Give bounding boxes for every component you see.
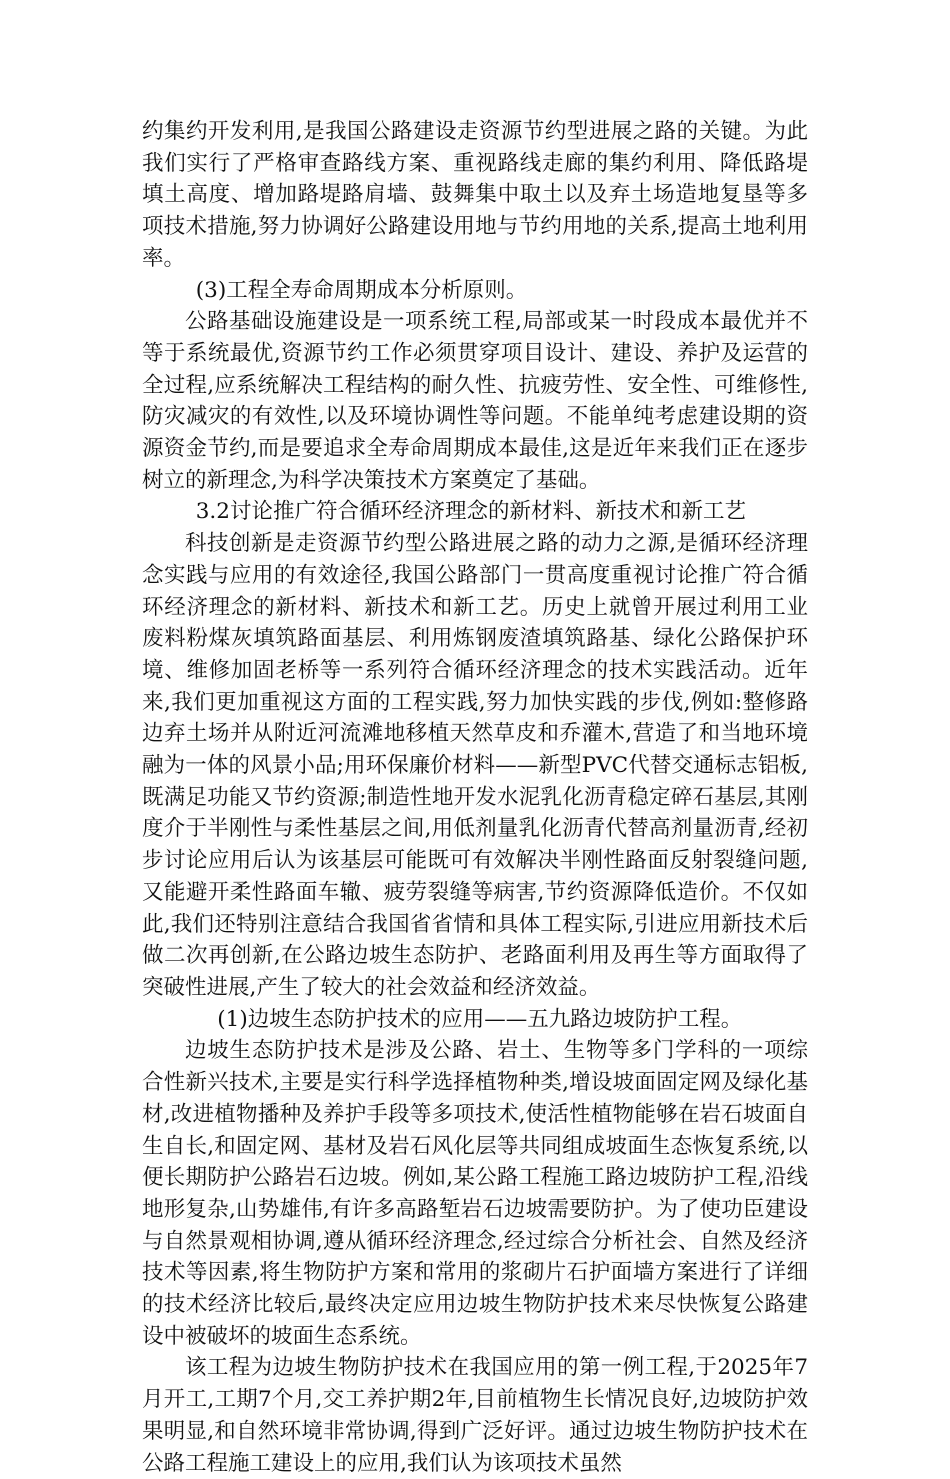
heading-section-3-2: 3.2讨论推广符合循环经济理念的新材料、新技术和新工艺 <box>195 499 746 525</box>
paragraph-land-use: 约集约开发利用,是我国公路建设走资源节约型进展之路的关键。为此我们实行了严格审查路线方案、重视路线走廊的集约利用、降低路堤填土高度、增加路堤路肩墙、鼓舞集中取土以及弃土场造地复垦等多项技术措施,努力协调好公路建设用地与节约用地的关系,提高土地利用率。 <box>142 119 808 271</box>
paragraph-lifecycle-cost: 公路基础设施建设是一项系统工程,局部或某一时段成本最优并不等于系统最优,资源节约工作必须贯穿项目设计、建设、养护及运营的全过程,应系统解决工程结构的耐久性、抗疲劳性、安全性、可维修性,防灾减灾的有效性,以及环境协调性等问题。不能单纯考虑建设期的资源资金节约,而是要追求全寿命周期成本最佳,这是近年来我们正在逐步树立的新理念,为科学决策技术方案奠定了基础。 <box>142 309 808 493</box>
heading-slope-protection: (1)边坡生态防护技术的应用——五九路边坡防护工程。 <box>217 1006 743 1032</box>
paragraph-first-project: 该工程为边坡生物防护技术在我国应用的第一例工程,于2025年7月开工,工期7个月,交工养护期2年,目前植物生长情况良好,边坡防护效果明显,和自然环境非常协调,得到广泛好评。通过边坡生物防护技术在公路工程施工建设上的应用,我们认为该项技术虽然 <box>142 1355 808 1476</box>
paragraph-slope-protection-tech: 边坡生态防护技术是涉及公路、岩土、生物等多门学科的一项综合性新兴技术,主要是实行科学选择植物种类,增设坡面固定网及绿化基材,改进植物播种及养护手段等多项技术,使活性植物能够在岩石坡面自生自长,和固定网、基材及岩石风化层等共同组成坡面生态恢复系统,以便长期防护公路岩石边坡。例如,某公路工程施工路边坡防护工程,沿线地形复杂,山势雄伟,有许多高路堑岩石边坡需要防护。为了使功臣建设与自然景观相协调,遵从循环经济理念,经过综合分析社会、自然及经济技术等因素,将生物防护方案和常用的浆砌片石护面墙方案进行了详细的技术经济比较后,最终决定应用边坡生物防护技术来尽快恢复公路建设中被破坏的坡面生态系统。 <box>142 1038 808 1349</box>
paragraph-tech-innovation: 科技创新是走资源节约型公路进展之路的动力之源,是循环经济理念实践与应用的有效途径,我国公路部门一贯高度重视讨论推广符合循环经济理念的新材料、新技术和新工艺。历史上就曾开展过利用工业废料粉煤灰填筑路面基层、利用炼钢废渣填筑路基、绿化公路保护环境、维修加固老桥等一系列符合循环经济理念的技术实践活动。近年来,我们更加重视这方面的工程实践,努力加快实践的步伐,例如:整修路边弃土场并从附近河流滩地移植天然草皮和乔灌木,营造了和当地环境融为一体的风景小品;用环保廉价材料——新型PVC代替交通标志铝板,既满足功能又节约资源;制造性地开发水泥乳化沥青稳定碎石基层,其刚度介于半刚性与柔性基层之间,用低剂量乳化沥青代替高剂量沥青,经初步讨论应用后认为该基层可能既可有效解决半刚性路面反射裂缝问题,又能避开柔性路面车辙、疲劳裂缝等病害,节约资源降低造价。不仅如此,我们还特别注意结合我国省省情和具体工程实际,引进应用新技术后做二次再创新,在公路边坡生态防护、老路面利用及再生等方面取得了突破性进展,产生了较大的社会效益和经济效益。 <box>142 531 808 1000</box>
document-body <box>142 116 808 1479</box>
heading-lifecycle-cost-principle: (3)工程全寿命周期成本分析原则。 <box>195 277 528 303</box>
